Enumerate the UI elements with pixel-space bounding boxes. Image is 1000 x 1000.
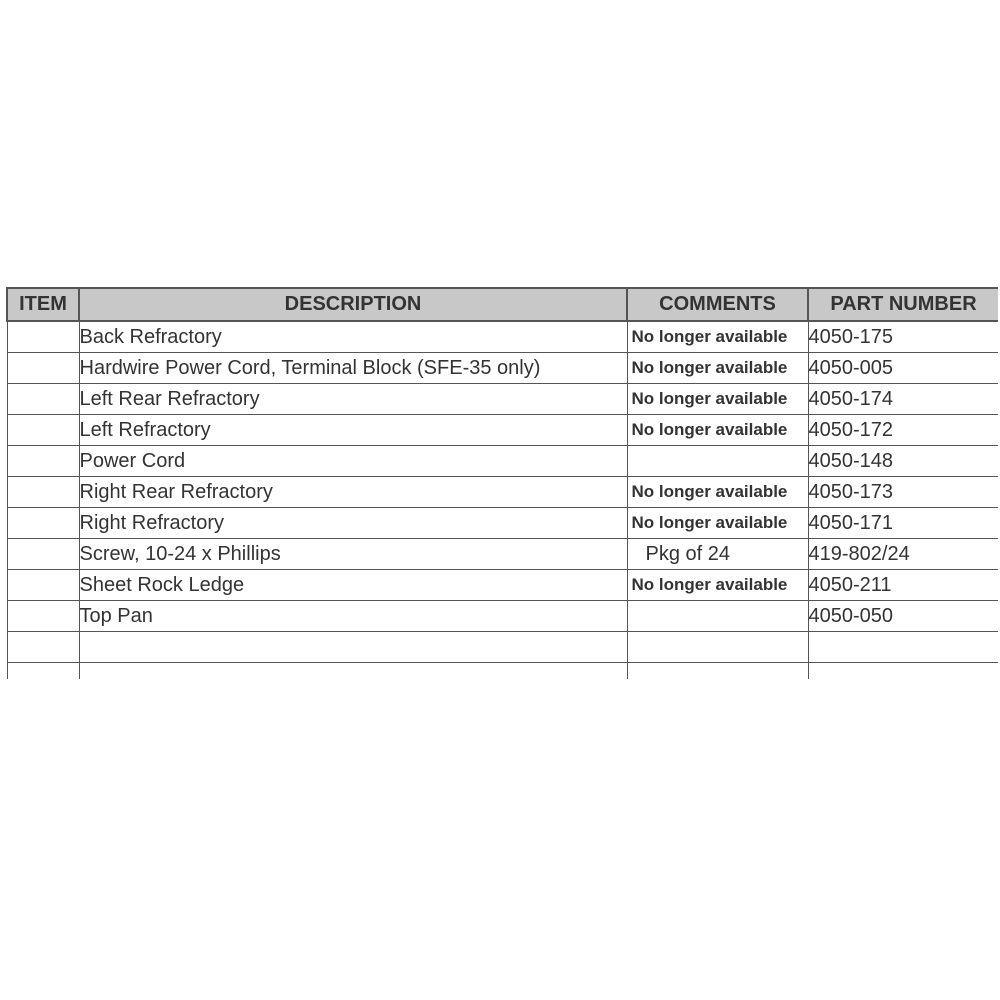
part-number-cell: 4050-174 <box>808 384 998 415</box>
header-description: DESCRIPTION <box>79 288 627 321</box>
item-cell <box>7 477 79 508</box>
comments-cell <box>627 601 808 632</box>
part-number-cell: 4050-173 <box>808 477 998 508</box>
comments-cell: No longer available <box>627 415 808 446</box>
header-part-number: PART NUMBER <box>808 288 998 321</box>
header-row <box>7 288 998 321</box>
table-row <box>7 415 998 446</box>
part-number-cell: 4050-050 <box>808 601 998 632</box>
description-cell <box>79 663 627 680</box>
comments-cell: No longer available <box>627 477 808 508</box>
part-number-cell: 4050-175 <box>808 321 998 353</box>
description-cell: Right Refractory <box>79 508 627 539</box>
comments-cell: Pkg of 24 <box>627 539 808 570</box>
item-cell <box>7 601 79 632</box>
table-row <box>7 539 998 570</box>
part-number-cell <box>808 632 998 663</box>
item-cell <box>7 321 79 353</box>
description-cell: Power Cord <box>79 446 627 477</box>
description-cell: Left Refractory <box>79 415 627 446</box>
item-cell <box>7 353 79 384</box>
comments-cell: No longer available <box>627 508 808 539</box>
table-row <box>7 632 998 663</box>
item-cell <box>7 384 79 415</box>
table-body <box>7 321 998 679</box>
table-row <box>7 446 998 477</box>
item-cell <box>7 508 79 539</box>
comments-cell <box>627 663 808 680</box>
table-row <box>7 570 998 601</box>
table-row <box>7 353 998 384</box>
description-cell <box>79 632 627 663</box>
part-number-cell: 4050-148 <box>808 446 998 477</box>
parts-table-container <box>6 287 998 679</box>
item-cell <box>7 539 79 570</box>
comments-cell: No longer available <box>627 570 808 601</box>
comments-cell: No longer available <box>627 353 808 384</box>
comments-cell <box>627 446 808 477</box>
table-row <box>7 477 998 508</box>
part-number-cell: 419-802/24 <box>808 539 998 570</box>
description-cell: Top Pan <box>79 601 627 632</box>
description-cell: Back Refractory <box>79 321 627 353</box>
table-header <box>7 288 998 321</box>
parts-table <box>6 287 998 679</box>
comments-cell <box>627 632 808 663</box>
part-number-cell: 4050-172 <box>808 415 998 446</box>
description-cell: Screw, 10-24 x Phillips <box>79 539 627 570</box>
item-cell <box>7 446 79 477</box>
table-row <box>7 321 998 353</box>
item-cell <box>7 570 79 601</box>
item-cell <box>7 415 79 446</box>
part-number-cell: 4050-171 <box>808 508 998 539</box>
table-row <box>7 384 998 415</box>
comments-cell: No longer available <box>627 384 808 415</box>
part-number-cell: 4050-005 <box>808 353 998 384</box>
item-cell <box>7 663 79 680</box>
description-cell: Left Rear Refractory <box>79 384 627 415</box>
description-cell: Right Rear Refractory <box>79 477 627 508</box>
table-row <box>7 508 998 539</box>
description-cell: Sheet Rock Ledge <box>79 570 627 601</box>
header-comments: COMMENTS <box>627 288 808 321</box>
part-number-cell: 4050-211 <box>808 570 998 601</box>
description-cell: Hardwire Power Cord, Terminal Block (SFE-35 only) <box>79 353 627 384</box>
comments-cell: No longer available <box>627 321 808 353</box>
item-cell <box>7 632 79 663</box>
table-row <box>7 601 998 632</box>
part-number-cell <box>808 663 998 680</box>
header-item: ITEM <box>7 288 79 321</box>
table-row <box>7 663 998 680</box>
